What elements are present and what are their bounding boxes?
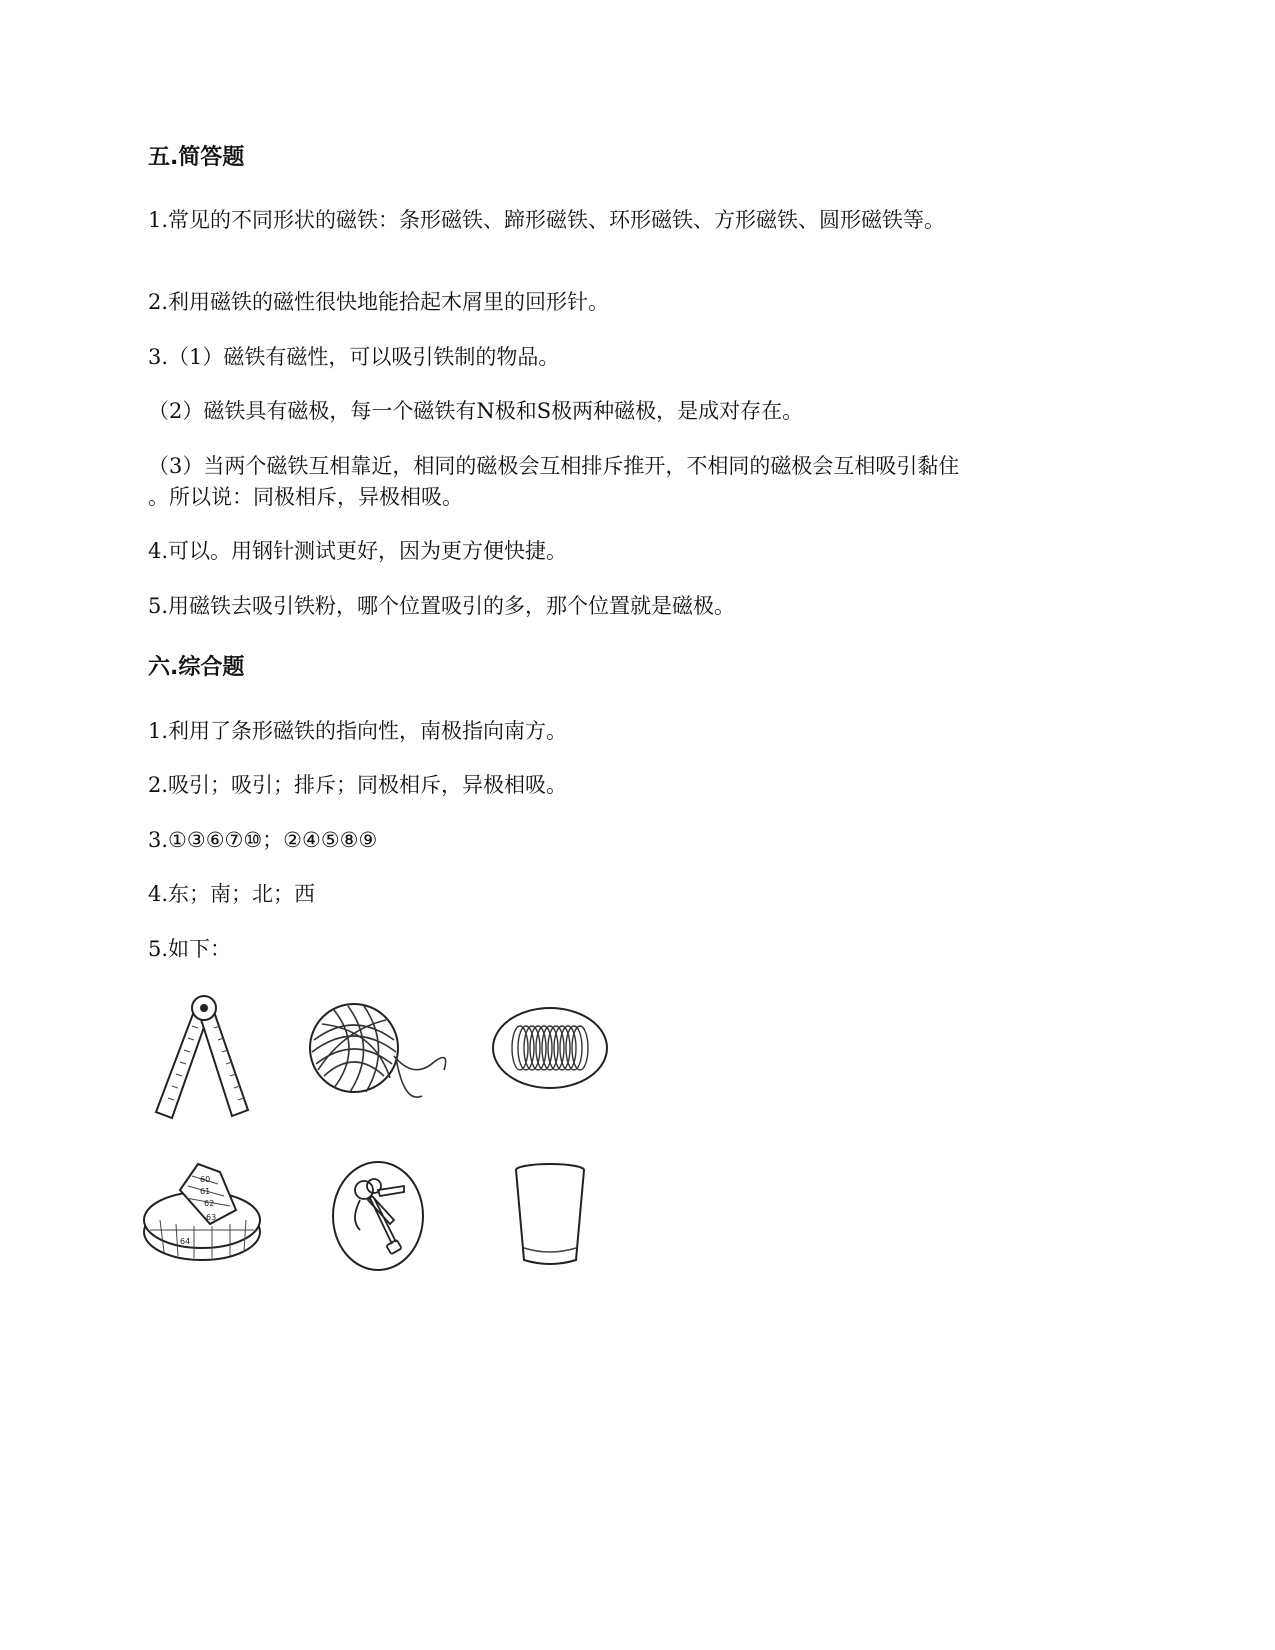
glass-cup-icon xyxy=(512,1162,588,1268)
answer-6-4: 4.东；南；北；西 xyxy=(148,882,316,906)
tape-number: 60 xyxy=(200,1175,211,1184)
answer-5-2: 2.利用磁铁的磁性很快地能拾起木屑里的回形针。 xyxy=(148,290,610,314)
answer-5-3-3: （3）当两个磁铁互相靠近，相同的磁极会互相排斥推开，不相同的磁极会互相吸引黏住 xyxy=(148,454,960,478)
tape-number: 64 xyxy=(180,1237,191,1246)
tape-number: 63 xyxy=(206,1213,217,1222)
answer-6-5: 5.如下： xyxy=(148,937,232,961)
keys-icon xyxy=(330,1160,426,1272)
answer-5-3-2: （2）磁铁具有磁极，每一个磁铁有N极和S极两种磁极，是成对存在。 xyxy=(148,399,804,423)
section-heading-comprehensive: 六.综合题 xyxy=(148,655,245,680)
answer-5-3-1: 3.（1）磁铁有磁性，可以吸引铁制的物品。 xyxy=(148,345,560,369)
tape-number: 61 xyxy=(200,1187,211,1196)
answer-6-3: 3.①③⑥⑦⑩；②④⑤⑧⑨ xyxy=(148,828,378,852)
answer-5-5: 5.用磁铁去吸引铁粉，哪个位置吸引的多，那个位置就是磁极。 xyxy=(148,594,736,618)
tape-measure-icon xyxy=(140,1160,266,1270)
answer-5-1: 1.常见的不同形状的磁铁：条形磁铁、蹄形磁铁、环形磁铁、方形磁铁、圆形磁铁等。 xyxy=(148,208,946,232)
folding-ruler-icon xyxy=(148,992,260,1122)
answer-5-4: 4.可以。用钢针测试更好，因为更方便快捷。 xyxy=(148,539,568,563)
yarn-ball-icon xyxy=(304,1000,454,1110)
tape-number: 62 xyxy=(204,1199,215,1208)
answer-6-2: 2.吸引；吸引；排斥；同极相斥，异极相吸。 xyxy=(148,773,568,797)
spring-icon xyxy=(490,1005,610,1091)
answer-5-3-3-cont: 。所以说：同极相斥，异极相吸。 xyxy=(148,485,463,509)
section-heading-short-answer: 五.简答题 xyxy=(148,145,245,170)
answer-6-1: 1.利用了条形磁铁的指向性，南极指向南方。 xyxy=(148,719,568,743)
